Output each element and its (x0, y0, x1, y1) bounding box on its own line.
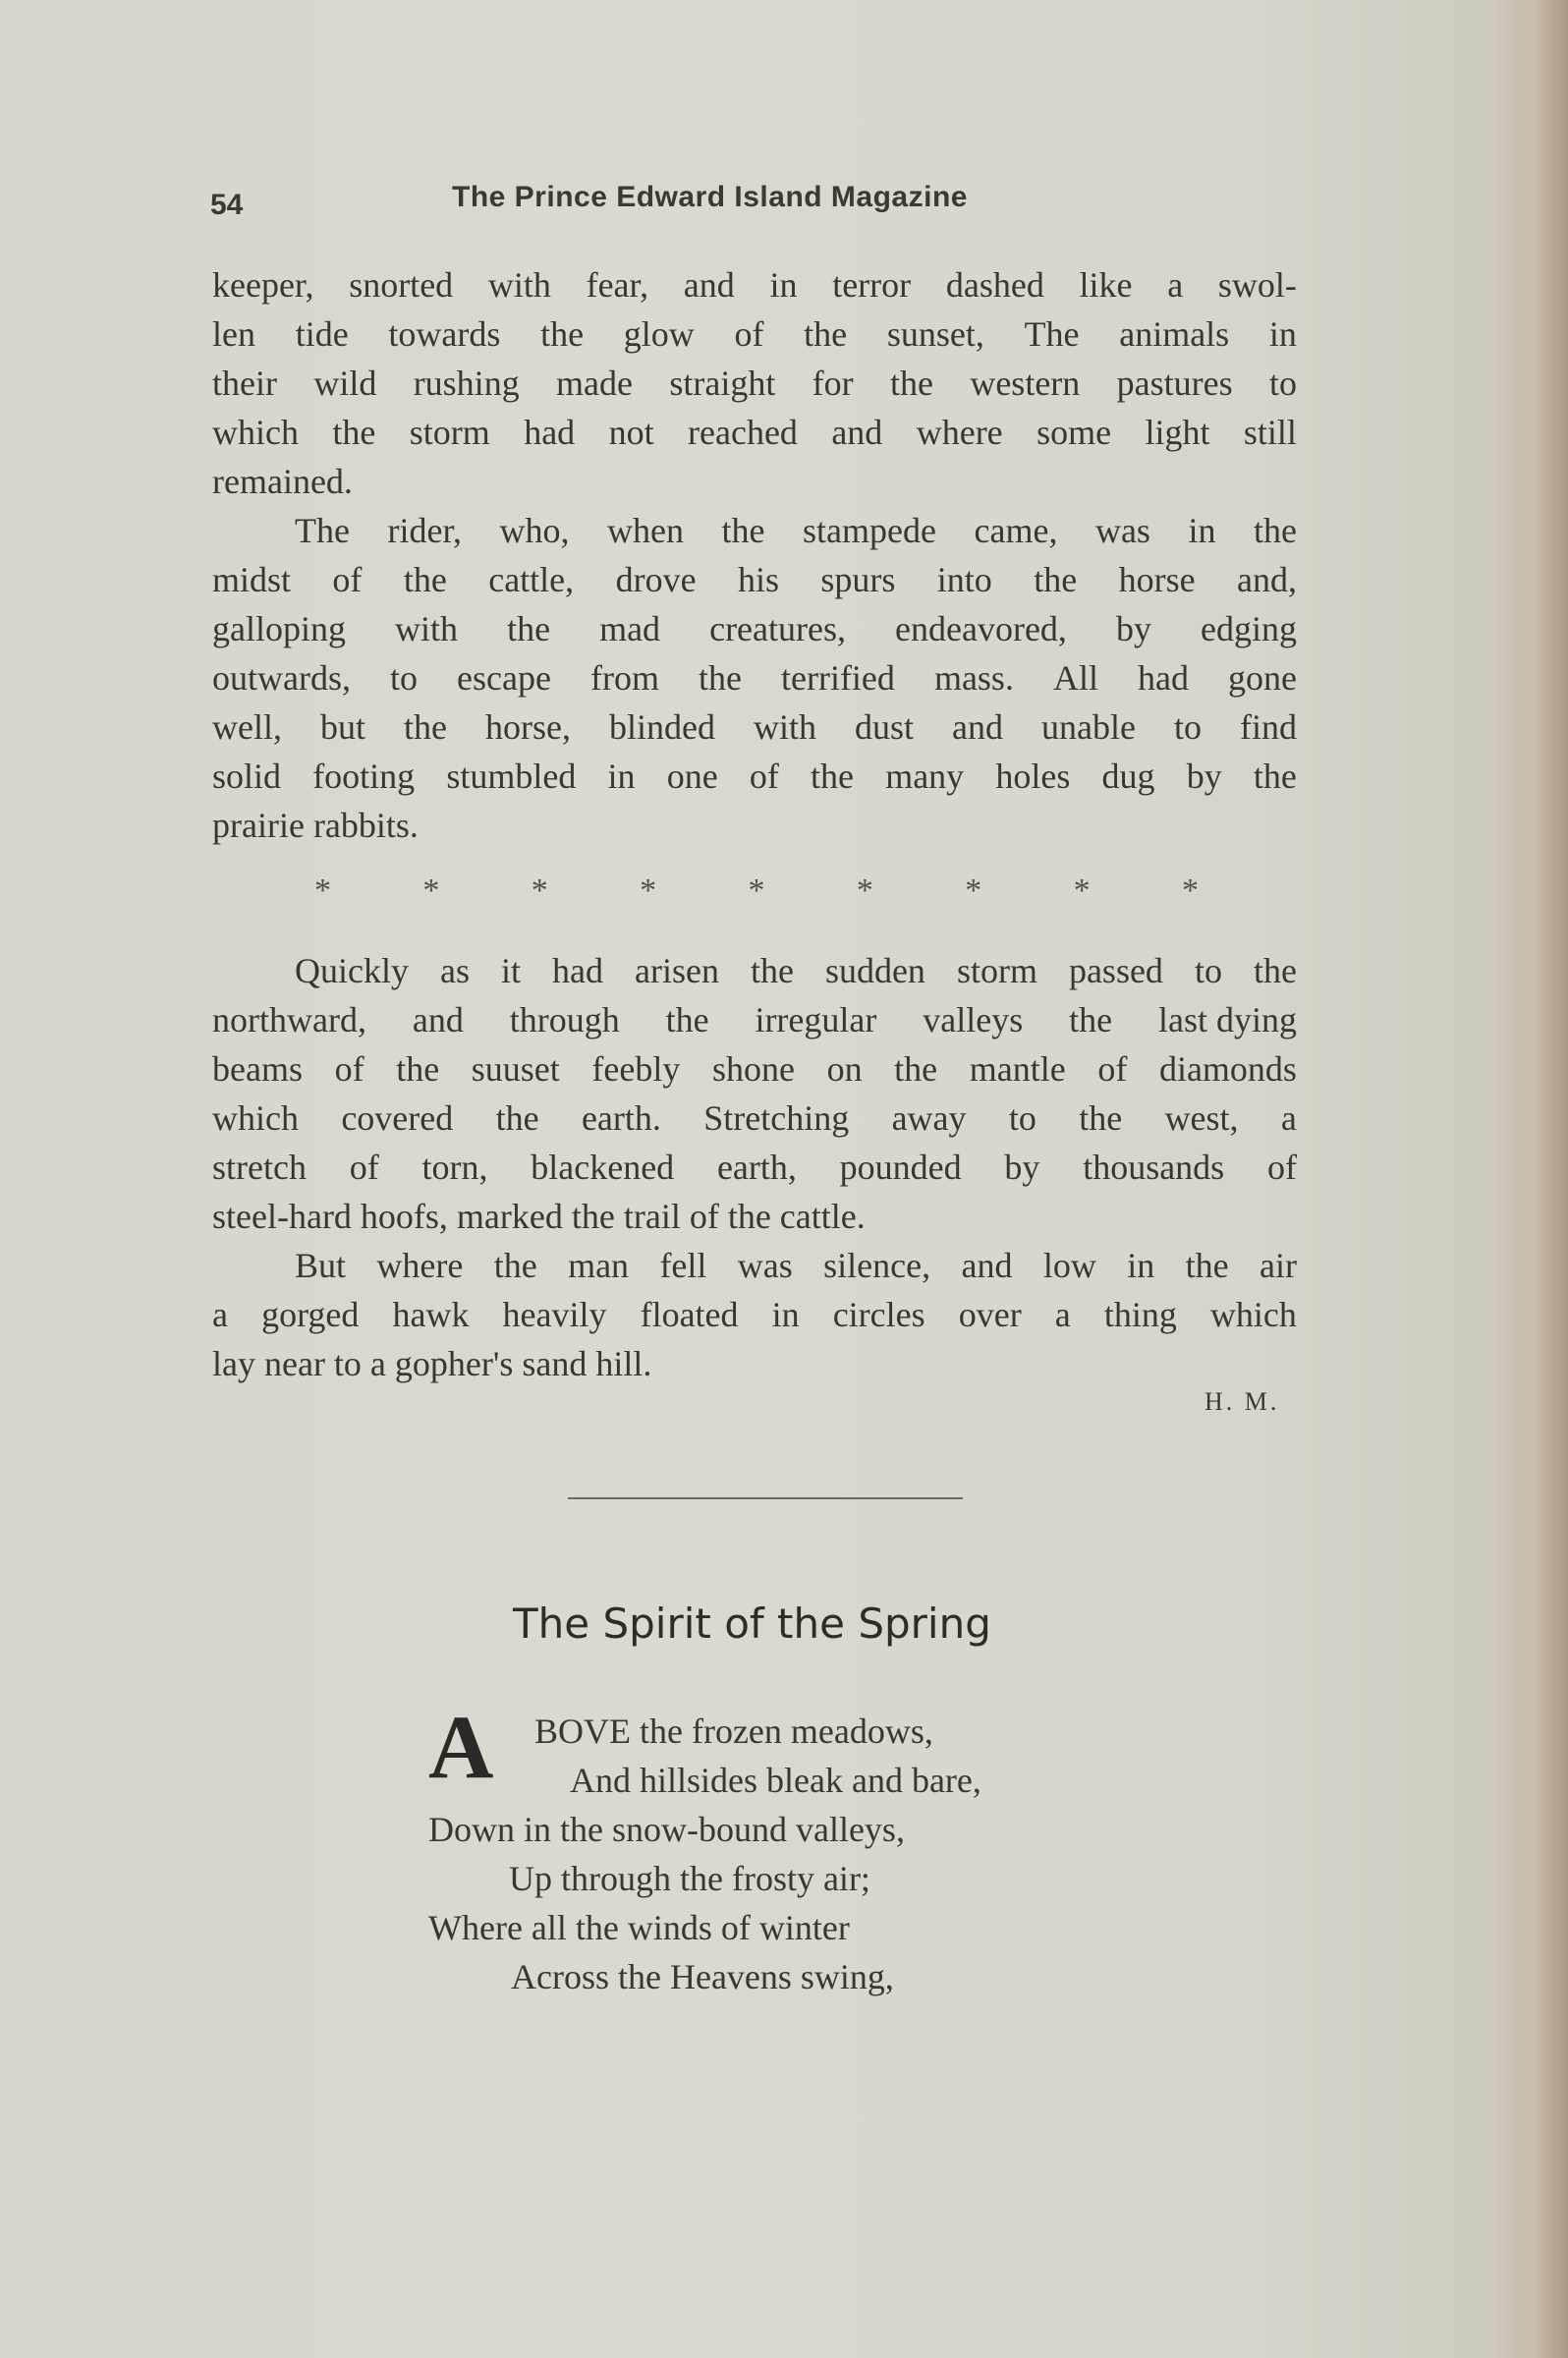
text-line (212, 709, 1297, 745)
word: spurs (820, 560, 896, 599)
word: the (1069, 1000, 1113, 1039)
word: to (1268, 364, 1297, 403)
word: the (495, 1098, 539, 1138)
word: the (1254, 511, 1297, 550)
word: made (556, 364, 633, 403)
word: which (1209, 1295, 1297, 1334)
word: animals (1119, 314, 1230, 354)
word: to (1194, 951, 1222, 990)
word: galloping (212, 609, 346, 648)
word: and (412, 1000, 464, 1039)
word: dust (854, 707, 914, 747)
text-line: lay near to a gopher's sand hill. (212, 1344, 652, 1383)
word: had (1137, 658, 1189, 698)
drop-cap: A (428, 1697, 494, 1797)
poem-line: Up through the frosty air; (509, 1859, 870, 1898)
word: terror (832, 265, 912, 305)
word: The (1024, 314, 1080, 354)
poem-line: And hillsides bleak and bare, (570, 1761, 981, 1800)
word: the (396, 1049, 440, 1089)
word: low (1042, 1246, 1096, 1285)
word: air (1259, 1246, 1297, 1285)
poem-first-word: BOVE (534, 1712, 631, 1751)
word: of (1097, 1049, 1128, 1089)
word: glow (623, 314, 695, 354)
word: irregular (755, 1000, 877, 1039)
word: many (885, 757, 965, 796)
separator-star: * (1182, 872, 1199, 909)
text-line (212, 1051, 1297, 1087)
word: by (1004, 1148, 1040, 1187)
word: which (212, 413, 299, 452)
word: their (212, 364, 277, 403)
word: and (831, 413, 883, 452)
word: pounded (839, 1148, 962, 1187)
poem-line: Where all the winds of winter (428, 1908, 850, 1947)
word: The (295, 511, 350, 550)
word: some (1036, 413, 1112, 452)
word: midst (212, 560, 292, 599)
word: of (334, 1049, 364, 1089)
word: the (894, 1049, 938, 1089)
word: away (891, 1098, 967, 1138)
word: hawk (392, 1295, 470, 1334)
word: of (332, 560, 363, 599)
word: from (589, 658, 659, 698)
word: and, (1237, 560, 1297, 599)
word: stumbled (446, 757, 577, 796)
word: fear, (586, 265, 649, 305)
word: west, (1164, 1098, 1239, 1138)
page-number: 54 (210, 189, 244, 221)
word: horse (1118, 560, 1196, 599)
word: came, (974, 511, 1058, 550)
word: unable (1040, 707, 1136, 747)
text-line (212, 758, 1297, 794)
text-line (212, 1100, 1297, 1136)
word: tide (295, 314, 349, 354)
word: of (349, 1148, 379, 1187)
word: mad (599, 609, 661, 648)
word: where (376, 1246, 464, 1285)
text-line (212, 660, 1297, 696)
word: the (890, 364, 933, 403)
word: terrified (780, 658, 895, 698)
word: but (319, 707, 365, 747)
word: to (1173, 707, 1202, 747)
word: footing (312, 757, 416, 796)
word: the (811, 757, 855, 796)
word: len (212, 314, 255, 354)
word: the (540, 314, 585, 354)
separator-star: * (856, 872, 873, 909)
text-line (212, 1297, 1297, 1332)
word: as (439, 951, 470, 990)
section-divider-rule (568, 1497, 963, 1499)
word: straight (669, 364, 776, 403)
poem-first-line-rest: the frozen meadows, (631, 1712, 933, 1751)
word: suuset (471, 1049, 560, 1089)
section-separator (314, 872, 1199, 910)
word: by (1115, 609, 1151, 648)
word: holes (995, 757, 1071, 796)
separator-star: * (965, 872, 982, 909)
word: western (970, 364, 1081, 403)
word: which (212, 1098, 299, 1138)
word: in (1188, 511, 1216, 550)
word: with (753, 707, 816, 747)
word: and (961, 1246, 1013, 1285)
word: the (493, 1246, 537, 1285)
text-line (212, 1002, 1297, 1038)
word: reached (688, 413, 798, 452)
word: of (749, 757, 779, 796)
word: in (607, 757, 636, 796)
word: to (1008, 1098, 1036, 1138)
word: the (1253, 951, 1297, 990)
text-line (295, 953, 1297, 988)
separator-star: * (640, 872, 657, 909)
word: feebly (591, 1049, 681, 1089)
word: circles (832, 1295, 925, 1334)
word: the (698, 658, 742, 698)
word: blinded (608, 707, 715, 747)
word: covered (341, 1098, 454, 1138)
word: the (721, 511, 765, 550)
word: earth. (581, 1098, 661, 1138)
word: to (390, 658, 419, 698)
word: beams (212, 1049, 303, 1089)
word: in (769, 265, 798, 305)
word: gorged (261, 1295, 360, 1334)
separator-star: * (314, 872, 331, 909)
text-line (295, 513, 1297, 548)
word: a (1280, 1098, 1297, 1138)
word: last dying (1157, 1000, 1297, 1039)
word: mantle (969, 1049, 1066, 1089)
text-line (212, 365, 1297, 401)
poem-title: The Spirit of the Spring (513, 1600, 991, 1648)
text-line (212, 316, 1297, 352)
text-line: remained. (212, 462, 353, 501)
word: the (403, 560, 447, 599)
word: it (500, 951, 521, 990)
word: where (916, 413, 1003, 452)
word: the (804, 314, 848, 354)
page-header (210, 177, 1301, 226)
word: by (1186, 757, 1222, 796)
word: northward, (212, 1000, 366, 1039)
word: creatures, (709, 609, 846, 648)
word: dashed (945, 265, 1044, 305)
word: a (1054, 1295, 1071, 1334)
word: the (1079, 1098, 1123, 1138)
text-line: steel-hard hoofs, marked the trail of the cattle. (212, 1197, 866, 1236)
word: a (1167, 265, 1184, 305)
word: for (812, 364, 854, 403)
word: thing (1103, 1295, 1177, 1334)
word: of (1266, 1148, 1297, 1187)
text-line: prairie rabbits. (212, 806, 419, 845)
word: storm (956, 951, 1037, 990)
word: snorted (349, 265, 454, 305)
word: swol- (1217, 265, 1297, 305)
word: the (750, 951, 794, 990)
word: horse, (484, 707, 571, 747)
word: with (395, 609, 459, 648)
word: rider, (387, 511, 462, 550)
word: Quickly (295, 951, 409, 990)
word: gone (1227, 658, 1297, 698)
word: in (1268, 314, 1297, 354)
word: on (826, 1049, 863, 1089)
word: rushing (413, 364, 520, 403)
word: floated (640, 1295, 739, 1334)
word: silence, (823, 1246, 931, 1285)
word: find (1239, 707, 1297, 747)
word: into (936, 560, 992, 599)
word: storm (409, 413, 490, 452)
word: the (1034, 560, 1078, 599)
word: in (1127, 1246, 1155, 1285)
word: the (404, 707, 447, 747)
word: his (737, 560, 779, 599)
word: one (666, 757, 718, 796)
running-head: The Prince Edward Island Magazine (452, 181, 968, 213)
poem-line: Across the Heavens swing, (511, 1957, 894, 1996)
word: through (509, 1000, 620, 1039)
word: All (1052, 658, 1098, 698)
word: fell (659, 1246, 707, 1285)
word: diamonds (1158, 1049, 1297, 1089)
word: the (665, 1000, 709, 1039)
text-line (212, 267, 1297, 303)
text-line (295, 1248, 1297, 1283)
word: Stretching (703, 1098, 850, 1138)
word: escape (457, 658, 551, 698)
word: over (958, 1295, 1022, 1334)
word: had (552, 951, 603, 990)
word: cattle, (488, 560, 575, 599)
page-edge-shadow (1511, 0, 1568, 2358)
word: sudden (824, 951, 925, 990)
word: a (212, 1295, 228, 1334)
word: torn, (421, 1148, 488, 1187)
word: edging (1201, 609, 1297, 648)
word: still (1243, 413, 1297, 452)
separator-star: * (748, 872, 765, 909)
word: of (734, 314, 764, 354)
word: the (507, 609, 551, 648)
word: earth, (716, 1148, 797, 1187)
word: light (1145, 413, 1210, 452)
word: heavily (502, 1295, 607, 1334)
word: and (951, 707, 1003, 747)
word: passed (1068, 951, 1163, 990)
word: wild (313, 364, 377, 403)
word: towards (388, 314, 501, 354)
text-line (212, 1150, 1297, 1185)
word: mass. (933, 658, 1014, 698)
word: dug (1101, 757, 1155, 796)
word: the (1185, 1246, 1229, 1285)
word: man (568, 1246, 630, 1285)
word: keeper, (212, 265, 314, 305)
word: not (608, 413, 654, 452)
word: valleys (923, 1000, 1024, 1039)
word: solid (212, 757, 282, 796)
word: well, (212, 707, 282, 747)
word: shone (711, 1049, 795, 1089)
word: arisen (634, 951, 719, 990)
word: who, (499, 511, 570, 550)
word: with (487, 265, 551, 305)
word: was (1094, 511, 1150, 550)
word: the (1253, 757, 1297, 796)
text-line (212, 611, 1297, 646)
poem-line (534, 1713, 933, 1749)
word: endeavored, (895, 609, 1067, 648)
separator-star: * (531, 872, 548, 909)
word: and (683, 265, 735, 305)
word: was (737, 1246, 793, 1285)
word: the (332, 413, 376, 452)
author-signature: H. M. (1204, 1387, 1280, 1416)
word: sunset, (886, 314, 984, 354)
word: outwards, (212, 658, 351, 698)
word: But (295, 1246, 347, 1285)
word: stampede (803, 511, 936, 550)
word: when (607, 511, 685, 550)
word: thousands (1083, 1148, 1225, 1187)
text-line (212, 415, 1297, 450)
word: stretch (212, 1148, 307, 1187)
word: pastures (1116, 364, 1233, 403)
separator-star: * (1073, 872, 1091, 909)
word: drove (615, 560, 697, 599)
separator-star: * (422, 872, 440, 909)
word: in (771, 1295, 800, 1334)
word: blackened (531, 1148, 675, 1187)
text-line (212, 562, 1297, 597)
poem-line: Down in the snow-bound valleys, (428, 1810, 905, 1849)
word: had (524, 413, 576, 452)
word: like (1079, 265, 1133, 305)
